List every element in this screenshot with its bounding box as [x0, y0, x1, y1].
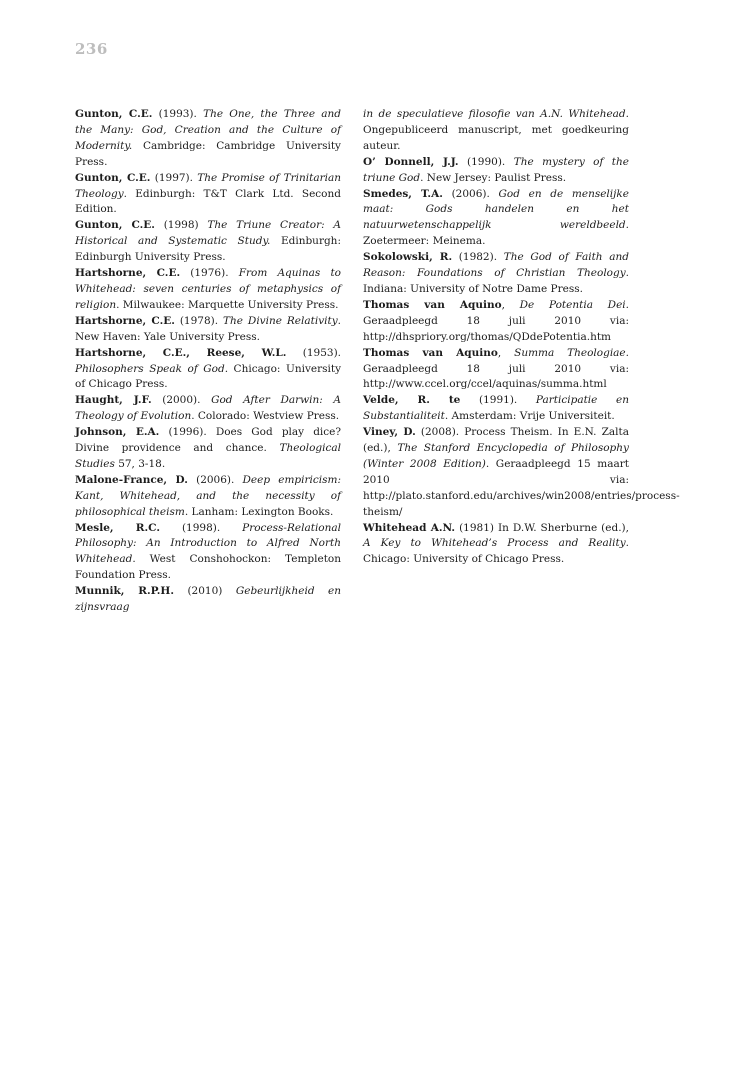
reference-title: The mystery of the triune God: [363, 155, 629, 184]
reference-title: Process-Relational Philosophy: An Introduction to Alfred North Whitehead: [75, 521, 341, 566]
reference-title: The Promise of Trinitarian Theology: [75, 171, 341, 200]
reference-details: ,: [497, 346, 515, 359]
reference-details: (1996). Does God play dice? Divine providence and chance.: [75, 426, 341, 455]
reference-author: Johnson, E.A.: [75, 426, 160, 439]
reference-details: (1976).: [180, 267, 239, 280]
reference-publisher: . Geraadpleegd 18 juli 2010 via: http://dhspriory.org/thomas/QDdePotentia.htm: [363, 298, 629, 343]
reference-entry: [363, 346, 629, 394]
reference-publisher: . Indiana: University of Notre Dame Press.: [363, 267, 629, 295]
reference-details: (2006).: [187, 473, 243, 486]
reference-entry: [75, 266, 341, 314]
reference-entry: [75, 171, 341, 219]
reference-author: Smedes, T.A.: [363, 187, 443, 200]
reference-entry: [75, 521, 341, 585]
reference-entry: [75, 107, 341, 171]
reference-author: O’ Donnell, J.J.: [363, 155, 459, 168]
reference-publisher: . Zoetermeer: Meinema.: [363, 219, 629, 248]
reference-details: (1953).: [286, 346, 341, 359]
reference-title: Philosophers Speak of God: [75, 362, 225, 375]
reference-title: God en de menselijke maat: Gods handelen en het natuurwetenschappelijk wereldbeeld: [363, 187, 629, 232]
reference-entry: [363, 425, 680, 520]
reference-title: in de speculatieve filosofie van A.N. Whitehead: [363, 108, 626, 120]
reference-author: Viney, D.: [363, 426, 416, 439]
reference-title: Summa Theologiae: [514, 346, 626, 359]
reference-entry: [75, 393, 341, 425]
reference-details: (1997).: [150, 171, 198, 184]
reference-publisher: . Chicago: University of Chicago Press.: [363, 537, 629, 566]
reference-title: Theological Studies: [75, 442, 341, 470]
reference-author: Velde, R. te: [363, 394, 461, 407]
reference-title: De Potentia Dei: [519, 298, 626, 311]
reference-author: Malone-France, D.: [75, 473, 188, 486]
reference-author: Thomas van Aquino: [363, 346, 498, 359]
reference-author: Mesle, R.C.: [75, 521, 161, 534]
reference-entry: [75, 346, 341, 394]
reference-entry: [75, 218, 341, 266]
reference-entry: [75, 425, 341, 473]
reference-details: (1982).: [452, 251, 504, 264]
reference-details: (1978).: [174, 314, 223, 327]
reference-entry: [363, 521, 629, 569]
reference-details: (1998).: [160, 521, 243, 534]
reference-details: (2010): [174, 585, 236, 598]
bibliography-left-column: [75, 107, 341, 616]
reference-publisher: . Geraadpleegd 15 maart 2010 via: http://plato.stanford.edu/archives/win2008/entries/process-theism/: [363, 457, 680, 518]
reference-author: Haught, J.F.: [75, 394, 152, 407]
reference-publisher: . Ongepubliceerd manuscript, met goedkeuring auteur.: [363, 108, 629, 152]
reference-author: Hartshorne, C.E.: [75, 314, 175, 327]
reference-title: The Divine Relativity: [223, 314, 338, 327]
reference-entry: [75, 314, 341, 346]
reference-entry-continued: [363, 107, 629, 155]
reference-title: A Key to Whitehead’s Process and Reality: [363, 537, 626, 550]
reference-entry: [363, 298, 629, 346]
reference-entry: [75, 584, 341, 616]
reference-title: The Stanford Encyclopedia of Philosophy (Winter 2008 Edition): [363, 442, 629, 470]
reference-publisher: . Lanham: Lexington Books.: [184, 505, 334, 518]
reference-entry: [363, 155, 629, 187]
reference-details: (1998): [154, 219, 208, 232]
reference-entry: [363, 187, 629, 251]
reference-publisher: . Milwaukee: Marquette University Press.: [116, 298, 339, 311]
reference-author: Gunton, C.E.: [75, 219, 155, 232]
reference-publisher: . New Haven: Yale University Press.: [75, 314, 341, 343]
reference-details: (2008). Process Theism. In E.N. Zalta (ed.),: [363, 426, 629, 455]
reference-details: (1990).: [458, 155, 514, 168]
reference-details: (2000).: [151, 394, 212, 407]
reference-publisher: . New Jersey: Paulist Press.: [420, 171, 567, 184]
reference-details: ,: [501, 298, 520, 311]
reference-entry: [363, 393, 629, 425]
reference-publisher: . West Conshohockon: Templeton Foundation Press.: [75, 553, 341, 582]
reference-details: (2006).: [442, 187, 499, 200]
reference-publisher: Edinburgh: Edinburgh University Press.: [75, 235, 341, 264]
reference-author: Thomas van Aquino: [363, 298, 502, 311]
reference-title: Gebeurlijkheid en zijnsvraag: [75, 585, 341, 614]
reference-author: Gunton, C.E.: [75, 171, 151, 184]
reference-entry: [363, 250, 629, 298]
reference-publisher: . Chicago: University of Chicago Press.: [75, 362, 342, 391]
reference-publisher: . Amsterdam: Vrije Universiteit.: [444, 410, 615, 423]
bibliography-right-column: [363, 107, 680, 568]
reference-details: (1981) In D.W. Sherburne (ed.),: [455, 521, 629, 534]
reference-details: (1993).: [152, 108, 204, 120]
reference-author: Sokolowski, R.: [363, 251, 453, 264]
reference-entry: [75, 473, 341, 521]
reference-title: The Triune Creator: A Historical and Systematic Study.: [75, 219, 341, 248]
reference-publisher: Cambridge: Cambridge University Press.: [75, 139, 341, 168]
reference-author: Gunton, C.E.: [75, 108, 153, 120]
reference-publisher: . Geraadpleegd 18 juli 2010 via: http://www.ccel.org/ccel/aquinas/summa.html: [363, 346, 629, 391]
reference-details: (1991).: [460, 394, 536, 407]
reference-title: Deep empiricism: Kant, Whitehead, and the necessity of philosophical theism: [75, 473, 341, 518]
reference-publisher: 57, 3-18.: [114, 457, 166, 470]
reference-title: The God of Faith and Reason: Foundations of Christian Theology: [363, 251, 629, 280]
reference-publisher: . Edinburgh: T&T Clark Ltd. Second Edition.: [75, 187, 341, 216]
reference-title: Participatie en Substantialiteit: [363, 394, 629, 423]
reference-title: The One, the Three and the Many: God, Creation and the Culture of Modernity.: [75, 108, 341, 152]
reference-author: Hartshorne, C.E.: [75, 267, 181, 280]
reference-title: From Aquinas to Whitehead: seven centuries of metaphysics of religion: [75, 267, 341, 311]
reference-author: Munnik, R.P.H.: [75, 585, 174, 598]
reference-author: Whitehead A.N.: [363, 521, 456, 534]
page-number: 236: [75, 40, 108, 58]
reference-publisher: . Colorado: Westview Press.: [191, 410, 340, 423]
reference-author: Hartshorne, C.E., Reese, W.L.: [75, 346, 287, 359]
reference-title: God After Darwin: A Theology of Evolution: [75, 394, 341, 423]
